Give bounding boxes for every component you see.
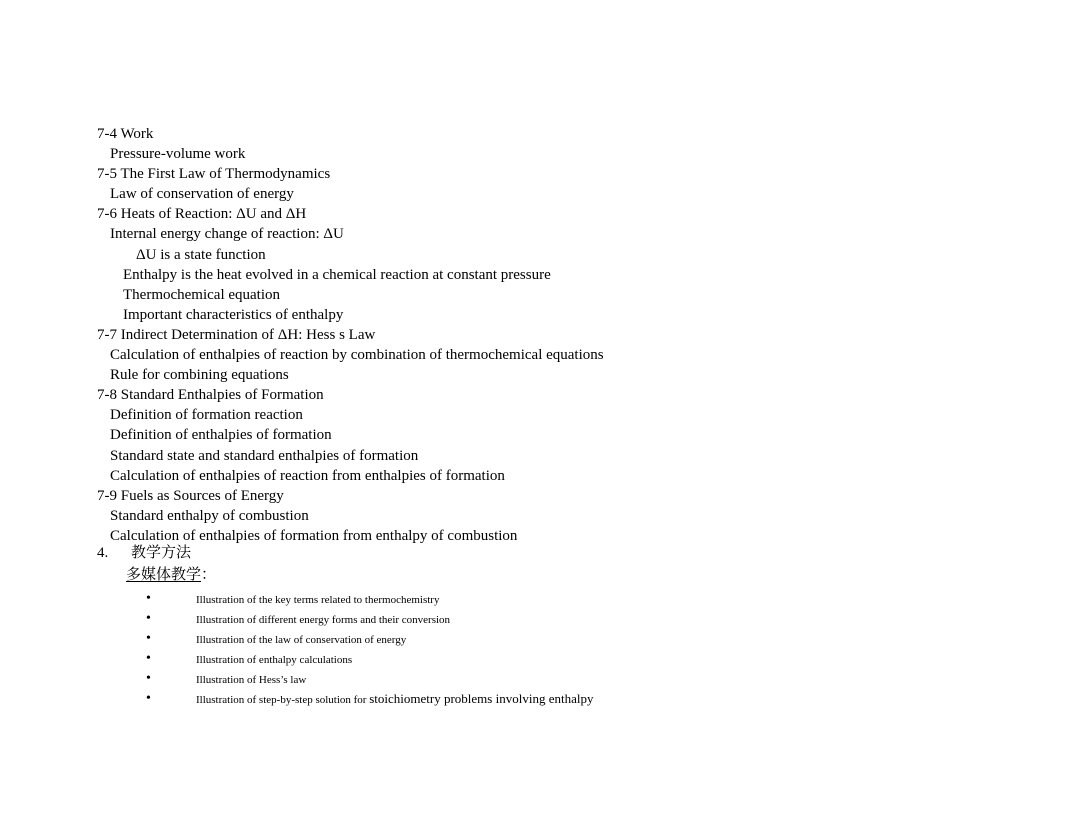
- outline-item: Important characteristics of enthalpy: [123, 306, 344, 323]
- bullet-item: [0, 649, 1080, 669]
- outline-item: Definition of formation reaction: [110, 407, 303, 424]
- outline-item: Rule for combining equations: [110, 367, 289, 384]
- outline-item: Standard state and standard enthalpies of formation: [110, 447, 419, 464]
- outline-item: Pressure-volume work: [110, 146, 246, 163]
- bullet-text-main: Illustration of enthalpy calculations: [196, 654, 353, 666]
- outline-item: Enthalpy is the heat evolved in a chemical reaction at constant pressure: [123, 266, 551, 283]
- outline-item: Law of conservation of energy: [110, 186, 294, 203]
- bullet-text: [196, 609, 450, 630]
- bullet-list: [0, 589, 1080, 709]
- outline-section-heading: 7-6 Heats of Reaction: ΔU and ΔH: [97, 206, 307, 223]
- outline-section-heading: 7-8 Standard Enthalpies of Formation: [97, 387, 324, 404]
- section-4: [0, 543, 1080, 586]
- outline-section-heading: 7-5 The First Law of Thermodynamics: [97, 166, 331, 183]
- bullet-item: [0, 609, 1080, 629]
- chapter-outline: [0, 124, 1080, 546]
- outline-section-heading: 7-9 Fuels as Sources of Energy: [97, 487, 284, 504]
- bullet-item: [0, 669, 1080, 689]
- outline-item: Standard enthalpy of combustion: [110, 507, 309, 524]
- bullet-item: [0, 689, 1080, 709]
- bullet-text-tail: stoichiometry problems involving enthalpy: [369, 691, 594, 706]
- bullet-text: [196, 629, 406, 650]
- outline-section-heading: 7-7 Indirect Determination of ΔH: Hess s Law: [97, 326, 376, 343]
- bullet-text-main: Illustration of different energy forms and their conversion: [196, 614, 451, 626]
- bullet-dot-icon: •: [146, 651, 151, 666]
- bullet-text-main: Illustration of the law of conservation of energy: [196, 634, 407, 646]
- bullet-dot-icon: •: [146, 631, 151, 646]
- bullet-item: [0, 589, 1080, 609]
- bullet-text: [196, 689, 593, 710]
- outline-item: Calculation of enthalpies of formation from enthalpy of combustion: [110, 527, 518, 544]
- outline-item: Definition of enthalpies of formation: [110, 427, 332, 444]
- teaching-method-subheading: [0, 564, 1080, 586]
- bullet-text: [196, 589, 439, 610]
- subheading-colon: ：: [201, 567, 217, 583]
- bullet-dot-icon: •: [146, 671, 151, 686]
- outline-section-heading: 7-4 Work: [97, 126, 154, 142]
- bullet-dot-icon: •: [146, 611, 151, 626]
- bullet-dot-icon: •: [146, 591, 151, 606]
- outline-item: Internal energy change of reaction: ΔU: [110, 226, 344, 243]
- bullet-text: [196, 669, 306, 690]
- bullet-item: [0, 629, 1080, 649]
- section-4-heading: [0, 543, 1080, 564]
- section-4-title: 教学方法: [131, 545, 192, 561]
- subheading-text: 多媒体教学: [126, 567, 202, 583]
- section-4-number: 4.: [97, 545, 109, 561]
- outline-item: Calculation of enthalpies of reaction by combination of thermochemical equations: [110, 347, 604, 364]
- bullet-text-main: Illustration of step-by-step solution for: [196, 694, 370, 706]
- bullet-text: [196, 649, 352, 670]
- bullet-dot-icon: •: [146, 691, 151, 706]
- bullet-text-main: Illustration of Hess’s law: [196, 674, 307, 686]
- outline-item: Thermochemical equation: [123, 286, 281, 303]
- bullet-text-main: Illustration of the key terms related to thermochemistry: [196, 594, 440, 606]
- outline-item: ΔU is a state function: [136, 246, 266, 263]
- outline-item: Calculation of enthalpies of reaction from enthalpies of formation: [110, 467, 505, 484]
